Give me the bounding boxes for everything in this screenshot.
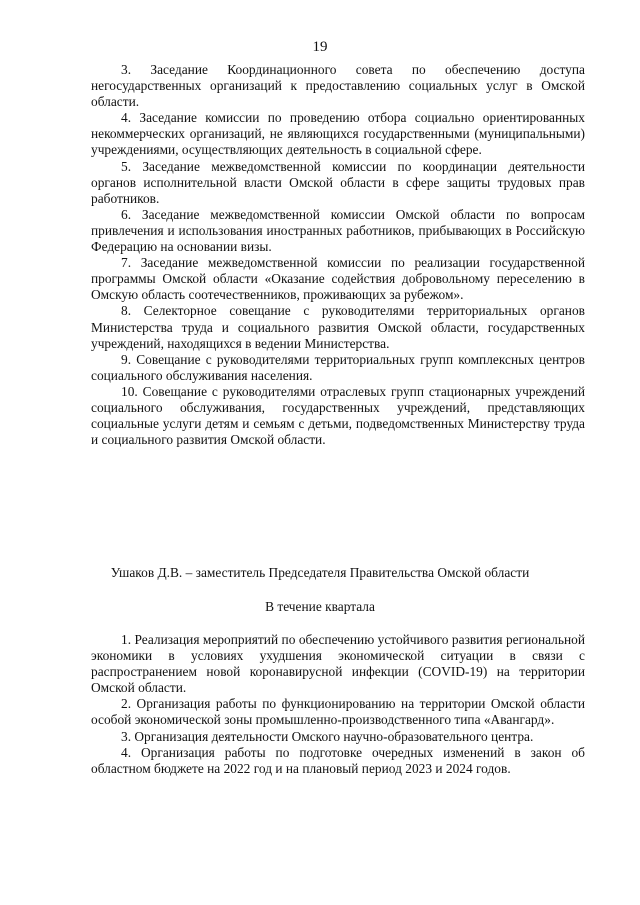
list-item: 4. Организация работы по подготовке очередных изменений в закон об областном бюджете на 2022 год и на плановый период 2023 и 2024 годов. [91,744,585,776]
list-item: 6. Заседание межведомственной комиссии Омской области по вопросам привлечения и использования иностранных работников, прибывающих в Российскую Федерацию на основании визы. [91,206,585,255]
list-item: 1. Реализация мероприятий по обеспечению устойчивого развития региональной экономики в условиях ухудшения экономической ситуации в связи с распространением новой коронавирусной инфекции (COVID-19) на территории Омской области. [91,632,585,696]
list-item: 2. Организация работы по функционированию на территории Омской области особой экономической зоны промышленно-производственного типа «Авангард». [91,696,585,728]
list-item: 9. Совещание с руководителями территориальных групп комплексных центров социального обслуживания населения. [91,351,585,383]
agenda-list-ministry [91,62,585,448]
list-item: 5. Заседание межведомственной комиссии по координации деятельности органов исполнительной власти Омской области в сфере защиты трудовых прав работников. [91,158,585,206]
list-item: 4. Заседание комиссии по проведению отбора социально ориентированных некоммерческих организаций, не являющихся государственными (муниципальными) учреждениями, осуществляющих деятельность в социальной сфере. [91,110,585,158]
agenda-list-deputy-chairman [91,632,585,777]
list-item: 3. Заседание Координационного совета по обеспечению доступа негосударственных организаций к предоставлению социальных услуг в Омской области. [91,62,585,110]
page-number: 19 [312,39,328,55]
list-item: 10. Совещание с руководителями отраслевых групп стационарных учреждений социального обслуживания, государственных учреждений, представляющих социальные услуги детям и семьям с детьми, подведомственных Министерству труда и социального развития Омской области. [91,383,585,448]
list-item: 8. Селекторное совещание с руководителями территориальных органов Министерства труда и социального развития Омской области, государственных учреждений, находящихся в ведении Министерства. [91,303,585,351]
section-heading: Ушаков Д.В. – заместитель Председателя Правительства Омской области [110,565,530,580]
list-item: 3. Организация деятельности Омского научно-образовательного центра. [121,728,534,744]
list-item: 7. Заседание межведомственной комиссии по реализации государственной программы Омской области «Оказание содействия добровольному переселению в Омскую область соотечественников, проживающих за рубежом». [91,255,585,303]
section-period: В течение квартала [265,599,375,614]
